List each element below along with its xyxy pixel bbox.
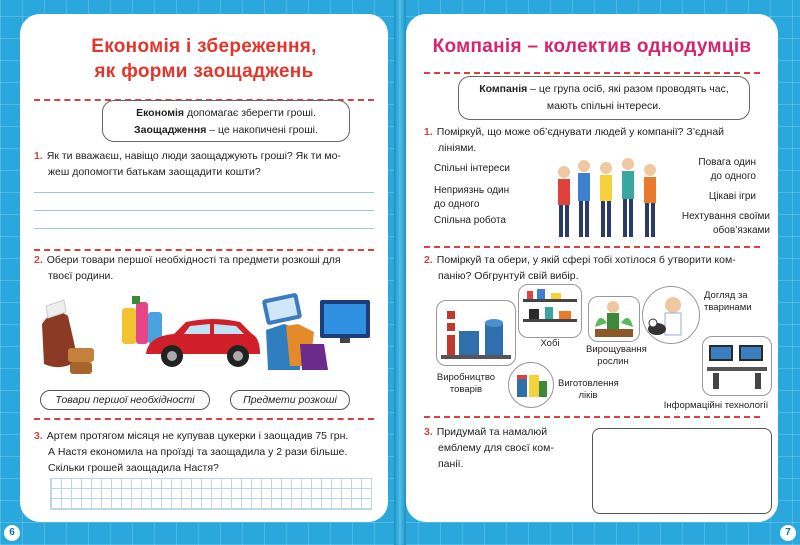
caption-line[interactable]: ліків	[578, 390, 598, 401]
answer-lines[interactable]	[34, 192, 374, 246]
question-text: Поміркуй, що може об’єднувати людей у компанії? З’єднай	[436, 126, 725, 138]
word-line: до одного	[710, 171, 756, 182]
caption-line: Виготовлення	[558, 378, 619, 389]
question-text: панії.	[438, 458, 464, 470]
caption-line: Догляд за	[704, 290, 748, 301]
car-icon[interactable]	[146, 319, 260, 367]
flour-bag-icon[interactable]	[42, 300, 94, 374]
book-spine	[394, 0, 406, 545]
question-text: емблему для своєї ком-	[438, 442, 554, 454]
medicine-jars-icon	[509, 363, 553, 407]
term-company: Компанія	[479, 83, 528, 95]
word-fun-games[interactable]: Цікаві ігри	[708, 191, 756, 202]
sphere-plants-card[interactable]	[588, 296, 640, 342]
sphere-medicine-card[interactable]	[508, 362, 554, 408]
question-number: 1.	[424, 126, 433, 138]
question-text: жеш допомогти батькам заощадити кошти?	[48, 166, 261, 178]
def-economy: допомагає зберегти гроші.	[184, 107, 316, 119]
word-joint-work[interactable]: Спільна робота	[434, 215, 506, 226]
luxury-label[interactable]: Предмети розкоші	[230, 390, 350, 410]
word-neglect[interactable]	[682, 210, 770, 238]
word-line: Нехтування своїми	[681, 211, 770, 222]
def-company-cont: мають спільні інтереси.	[546, 100, 662, 112]
question-text: Придумай та намалюй	[436, 426, 548, 438]
question-1	[34, 148, 374, 180]
necessity-label[interactable]: Товари першої необхідності	[40, 390, 210, 410]
question-text: Поміркуй та обери, у якій сфері тобі хотілося б утворити ком-	[436, 254, 736, 266]
caption-line: Виробництво	[436, 372, 496, 383]
term-economy: Економія	[136, 107, 185, 119]
word-line: обов’язками	[712, 225, 770, 236]
emblem-drawing-area[interactable]	[592, 428, 772, 514]
question-number: 2.	[424, 254, 433, 266]
section-divider	[424, 416, 760, 418]
sphere-pets-card[interactable]	[642, 286, 700, 344]
section-divider	[34, 418, 374, 420]
term-savings: Заощадження	[134, 124, 207, 136]
def-company: – це група осіб, які разом проводять час,	[527, 83, 729, 95]
section-divider	[424, 72, 760, 74]
question-1	[424, 124, 774, 156]
question-number: 3.	[34, 430, 43, 442]
products-illustration	[34, 286, 374, 386]
sphere-production-card[interactable]	[436, 300, 516, 366]
computers-icon	[703, 337, 771, 395]
caption-line: Вирощування	[586, 344, 647, 355]
word-line: Неприязнь один	[434, 185, 510, 196]
word-hostility[interactable]	[434, 184, 509, 212]
question-text: лініями.	[438, 142, 477, 154]
caption-hobby: Хобі	[540, 338, 560, 349]
section-divider	[424, 246, 760, 248]
def-savings: – це накопичені гроші.	[206, 124, 318, 136]
right-page	[406, 14, 778, 522]
word-common-interests[interactable]: Спільні інтереси	[434, 163, 510, 174]
friends-group-illustration	[550, 154, 670, 244]
caption-pets	[704, 290, 752, 314]
sphere-hobby-card[interactable]	[518, 284, 582, 338]
word-respect[interactable]	[698, 156, 756, 184]
question-3	[34, 428, 380, 476]
question-2	[424, 252, 774, 284]
question-number: 1.	[34, 150, 43, 162]
left-page-title	[20, 34, 388, 84]
caption-production	[436, 372, 496, 396]
section-divider	[34, 249, 374, 251]
word-line: Повага один	[698, 157, 756, 168]
caption-medicine	[558, 378, 618, 402]
question-number: 3.	[424, 426, 433, 438]
answer-grid[interactable]	[50, 478, 372, 510]
caption-line: товарів	[449, 384, 483, 395]
tv-icon[interactable]	[320, 300, 370, 343]
sphere-it-card[interactable]	[702, 336, 772, 396]
vet-dog-icon	[643, 287, 699, 343]
caption-line: рослин	[597, 356, 629, 367]
tablet-icon[interactable]	[262, 293, 303, 326]
question-text: панію? Обгрунтуй свій вибір.	[438, 270, 579, 282]
title-line-1: Економія і збереження,	[91, 36, 317, 57]
page-number-right: 7	[780, 525, 796, 541]
question-text: твоєї родини.	[48, 270, 114, 282]
left-page	[20, 14, 388, 522]
page-number-left: 6	[4, 525, 20, 541]
clothes-icon[interactable]	[266, 324, 328, 370]
caption-it: Інформаційні технології	[663, 400, 769, 411]
right-page-title: Компанія – колектив однодумців	[432, 36, 752, 57]
factory-icon	[437, 301, 515, 365]
question-text: Обери товари першої необхідності та предмети розкоші для	[46, 254, 341, 266]
question-text: Артем протягом місяця не купував цукерки і заощадив 75 грн.	[46, 430, 349, 442]
caption-plants	[586, 344, 647, 368]
detergent-bottles-icon[interactable]	[122, 296, 162, 344]
hobby-shelf-icon	[519, 285, 581, 337]
question-text: А Настя економила на проїзді та заощадила у 2 рази більше.	[48, 446, 348, 458]
caption-line: тваринами	[704, 302, 752, 313]
definition-box	[102, 100, 350, 142]
definition-box	[458, 76, 750, 120]
question-2	[34, 252, 374, 284]
plant-icon	[589, 297, 639, 341]
word-line: до одного	[434, 199, 480, 210]
question-number: 2.	[34, 254, 43, 266]
question-text: Як ти вважаєш, навіщо люди заощаджують гроші? Як ти мо-	[46, 150, 341, 162]
title-line-2: як форми заощаджень	[94, 61, 314, 82]
question-text: Скільки грошей заощадила Настя?	[48, 462, 219, 474]
question-3	[424, 424, 584, 472]
